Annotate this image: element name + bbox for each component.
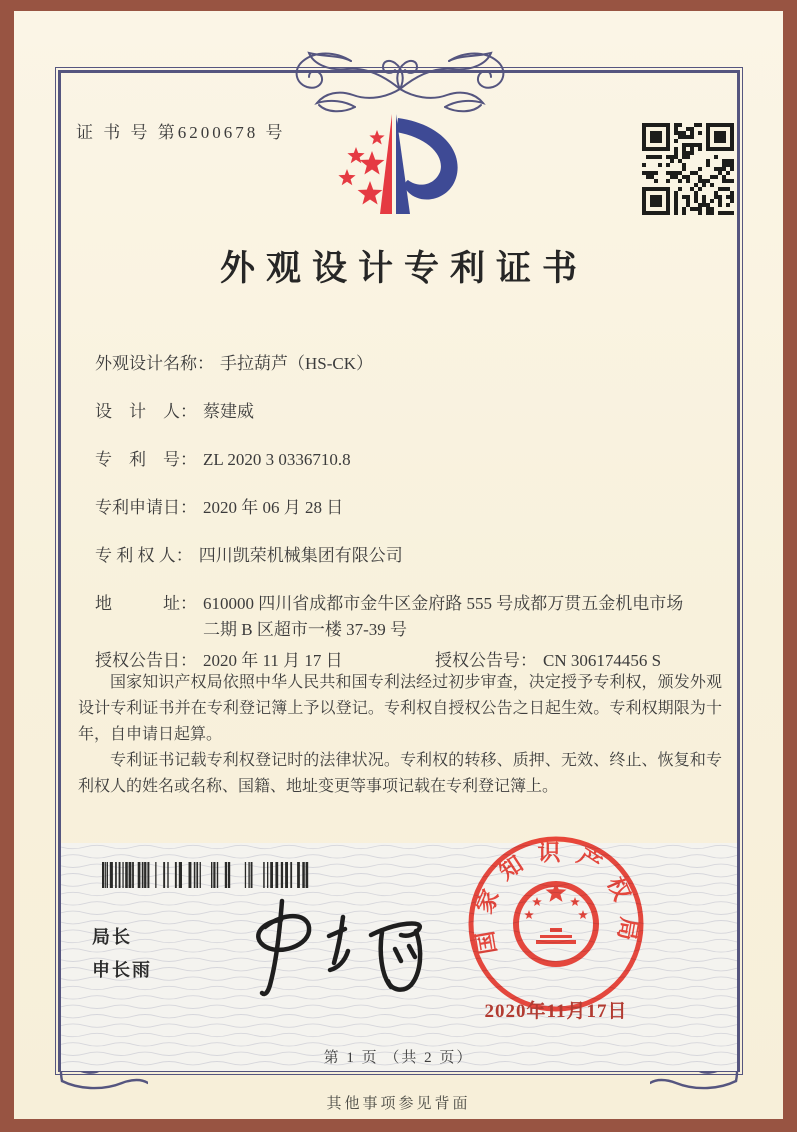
svg-text:国家知识产权局 [470, 840, 642, 956]
logo-red-wedge [380, 114, 392, 214]
field-label: 授权公告日： [95, 651, 197, 670]
field-value: ZL 2020 3 0336710.8 [203, 450, 351, 469]
cnipa-official-seal [461, 829, 651, 1019]
commissioner-name: 申长雨 [92, 960, 152, 980]
field-label: 外观设计名称： [95, 354, 214, 373]
field-label: 设 计 人： [95, 402, 197, 421]
qr-code [642, 123, 734, 215]
field-value: 610000 四川省成都市金牛区金府路 555 号成都万贯五金机电市场二期 B 区超市一楼 37-39 号 [203, 594, 684, 639]
seal-date: 2020年11月17日 [484, 1001, 628, 1022]
field-value: 2020 年 11 月 17 日 [203, 651, 343, 670]
page-number: 第 1 页 （共 2 页） [323, 1050, 474, 1066]
barcode [100, 861, 312, 889]
handwritten-signature [219, 891, 429, 1001]
field-row-patentee [95, 543, 403, 569]
field-row-designer [95, 399, 254, 425]
seal-agency-text: 国家知识产权局 [470, 839, 642, 957]
field-row-address [95, 591, 695, 643]
cnipa-logo-icon [330, 108, 480, 240]
national-emblem [516, 882, 596, 964]
field-label: 专 利 号： [95, 450, 197, 469]
field-value: 蔡建威 [203, 402, 254, 421]
field-label: 授权公告号： [435, 651, 537, 670]
field-row-filing-date [95, 495, 343, 521]
logo-stars [338, 130, 384, 205]
commissioner-block [92, 921, 152, 987]
back-side-note: 其他事项参见背面 [326, 1096, 471, 1112]
field-value: 手拉葫芦（HS-CK） [220, 354, 374, 373]
field-label: 专 利 权 人： [95, 546, 193, 565]
field-row-patent-number [95, 447, 351, 473]
certificate-title: 外观设计专利证书 [219, 249, 588, 288]
legal-paragraph-2: 专利证书记载专利权登记时的法律状况。专利权的转移、质押、无效、终止、恢复和专利权人的姓名或名称、国籍、地址变更等事项记载在专利登记簿上。 [78, 752, 722, 795]
field-row-design-name [95, 351, 373, 377]
field-value: 四川凯荣机械集团有限公司 [198, 546, 403, 565]
legal-paragraph-1: 国家知识产权局依照中华人民共和国专利法经过初步审查，决定授予专利权，颁发外观设计专利证书并在专利登记簿上予以登记。专利权自授权公告之日起生效。专利权期限为十年，自申请日起算。 [78, 674, 722, 743]
certificate-number: 证 书 号 第6200678 号 [76, 123, 286, 142]
field-label: 地 址： [95, 594, 197, 613]
field-label: 专利申请日： [95, 498, 197, 517]
legal-text [78, 670, 722, 800]
commissioner-title: 局长 [92, 927, 132, 947]
field-value: 2020 年 06 月 28 日 [203, 498, 344, 517]
certificate-paper [14, 11, 783, 1119]
field-value: CN 306174456 S [543, 651, 662, 670]
